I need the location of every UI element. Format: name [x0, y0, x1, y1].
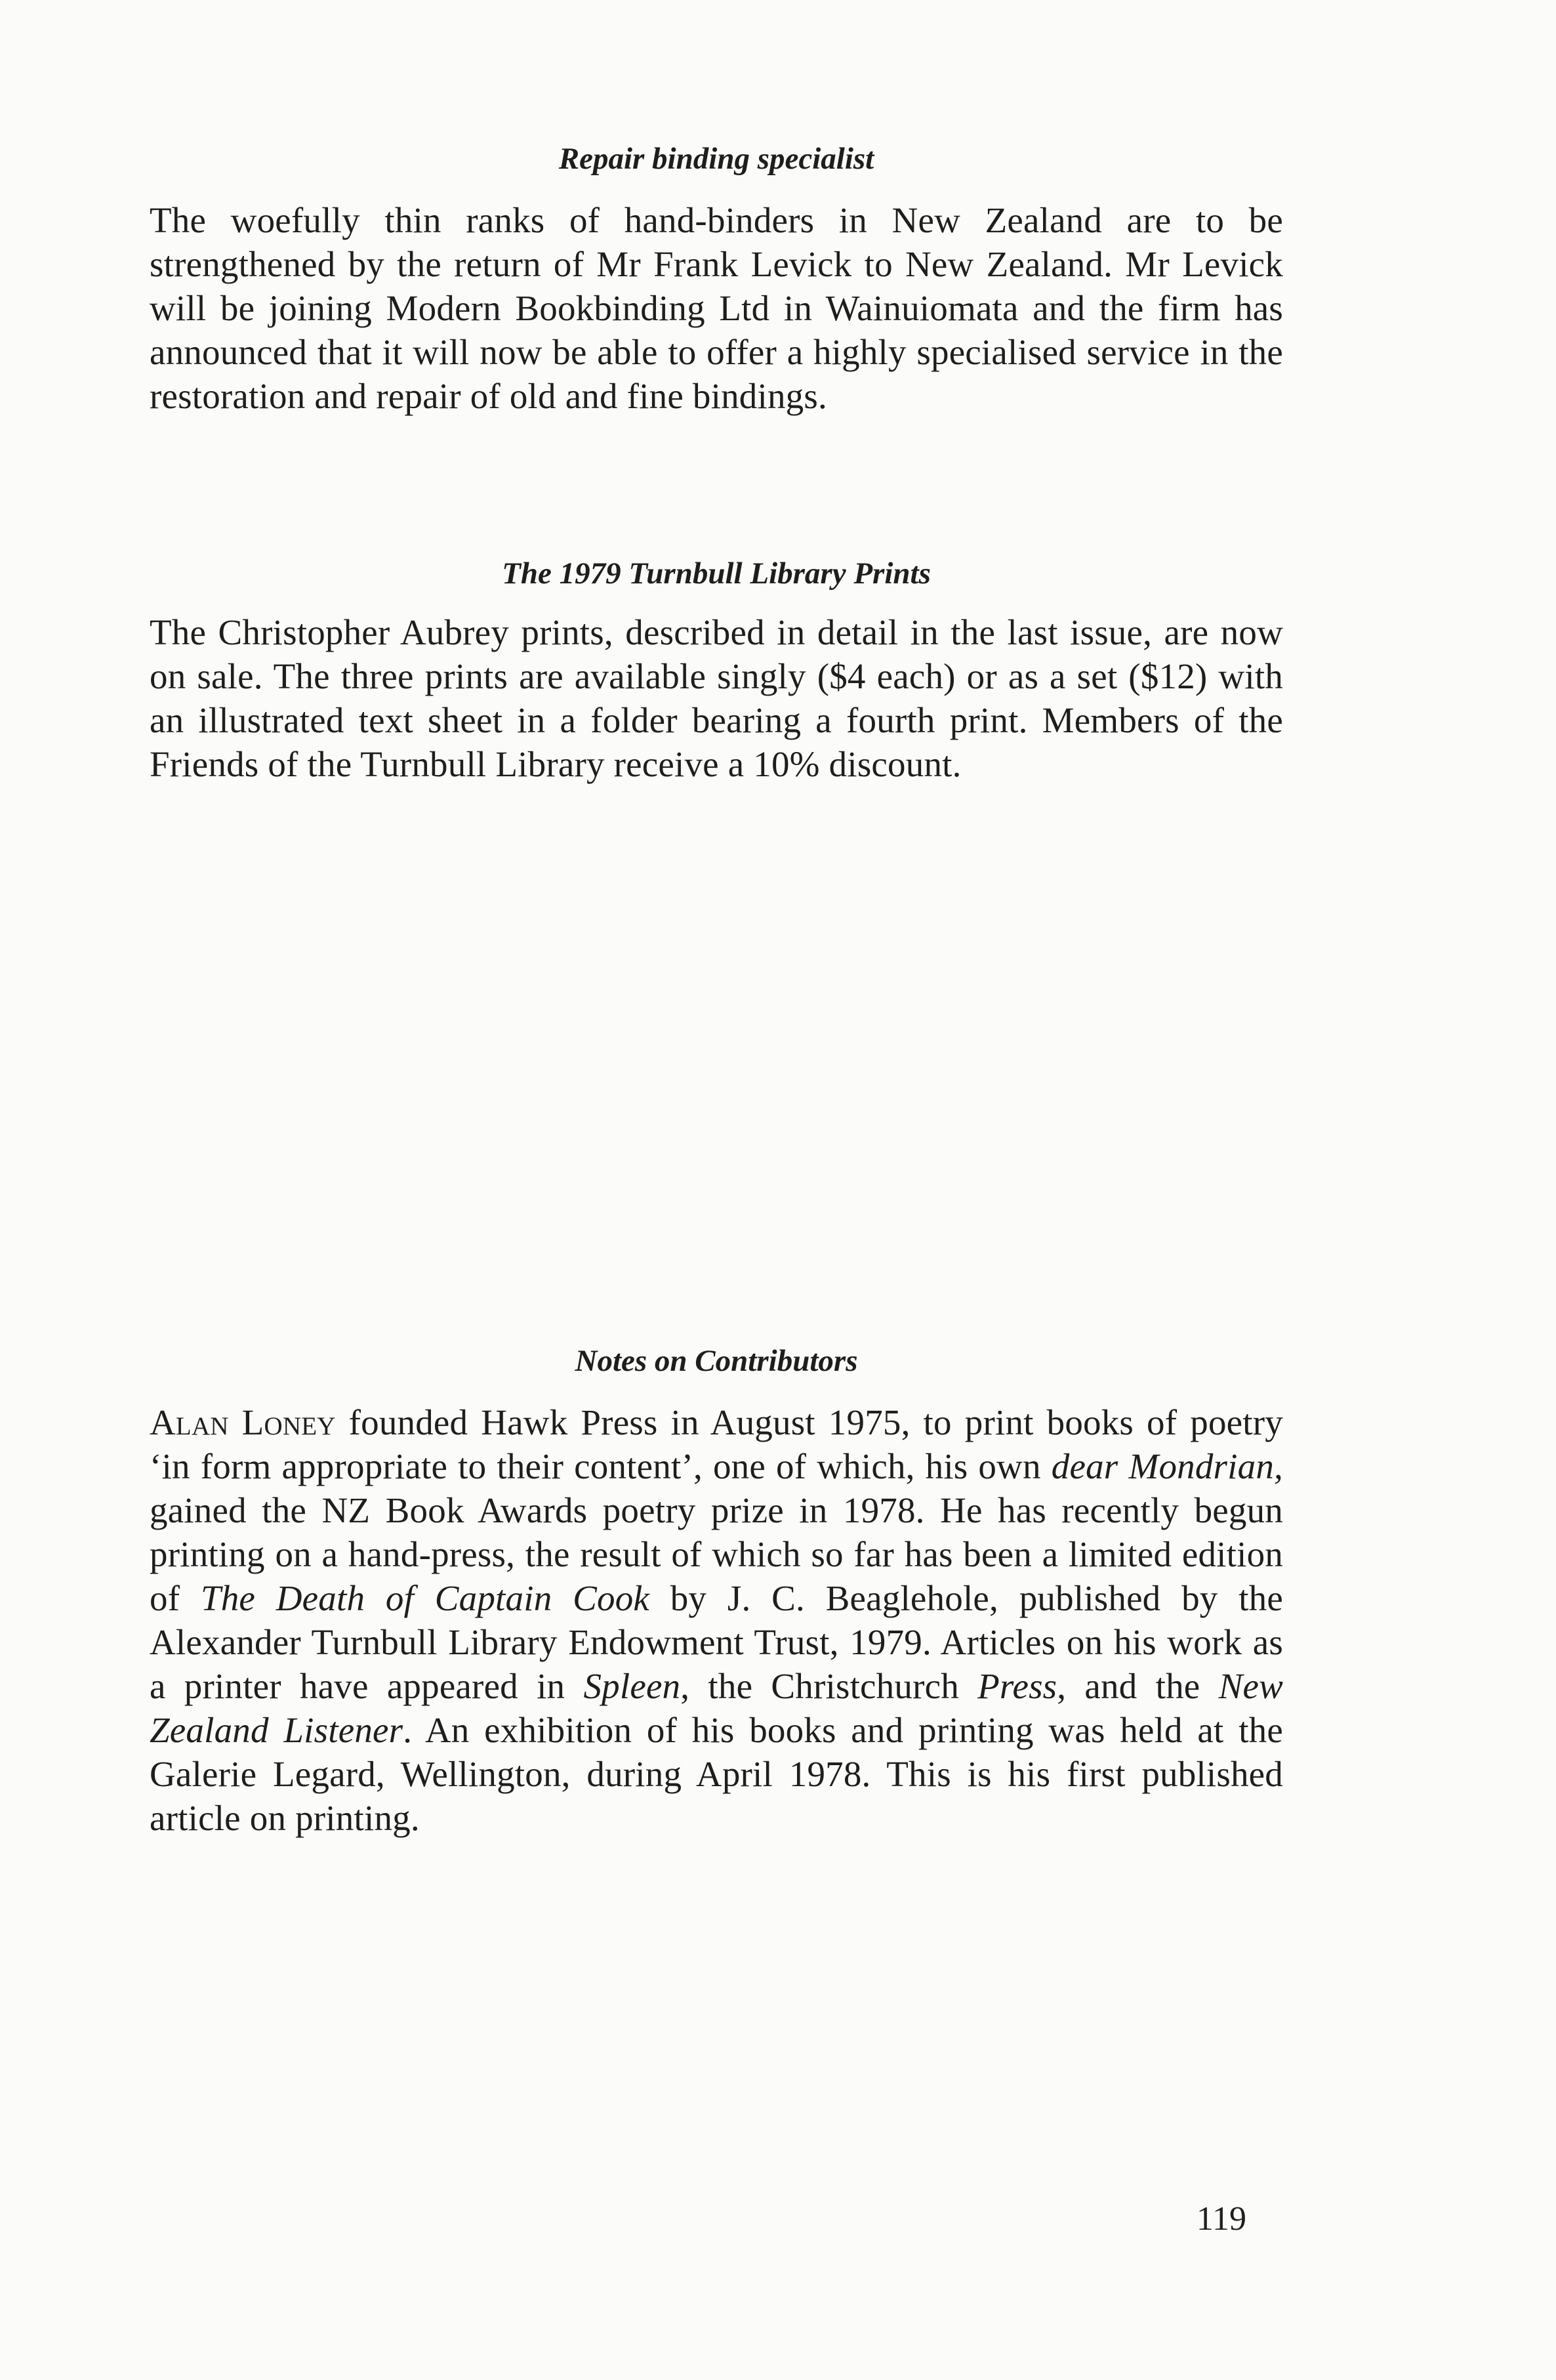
- contributor-text: . An exhibition of his books and printing was held at the Galerie Legard, Wellington, during April 1978. This is his first published article on printing.: [150, 1710, 1283, 1838]
- contributor-text: , and the: [1057, 1666, 1219, 1706]
- book-title-dear-mondrian: dear Mondrian,: [1051, 1446, 1283, 1486]
- book-title-death-of-captain-cook: The Death of Captain Cook: [200, 1578, 650, 1618]
- section-body-contributors: [150, 1400, 1283, 1840]
- contributor-text: founded Hawk Press in August 1975, to print books of poetry ‘in form appropriate to their content’, one of which, his own: [150, 1402, 1283, 1486]
- publication-press: Press: [977, 1666, 1057, 1706]
- contributor-text: , the Christchurch: [680, 1666, 978, 1706]
- section-body-repair-binding: The woefully thin ranks of hand-binders in New Zealand are to be strengthened by the return of Mr Frank Levick to New Zealand. Mr Levick will be joining Modern Bookbinding Ltd in Wainuiomata and the firm has announced that it will now be able to offer a highly specialised service in the restoration and repair of old and fine bindings.: [150, 200, 1283, 416]
- section-heading-turnbull-prints: The 1979 Turnbull Library Prints: [502, 556, 931, 591]
- section-body-turnbull-prints: The Christopher Aubrey prints, described in detail in the last issue, are now on sale. The three prints are available singly ($4 each) or as a set ($12) with an illustrated text sheet in a folder bearing a fourth print. Members of the Friends of the Turnbull Library receive a 10% discount.: [150, 612, 1283, 784]
- publication-nz-listener: New Zealand Listener: [150, 1666, 1284, 1750]
- contributor-name: Alan Loney: [150, 1402, 336, 1442]
- contributor-text: gained the NZ Book Awards poetry prize in 1978. He has recently begun printing on a hand-press, the result of which so far has been a limited edition of: [150, 1490, 1283, 1618]
- section-heading-repair-binding: Repair binding specialist: [558, 142, 874, 176]
- contributor-text: by J. C. Beaglehole, published by the Alexander Turnbull Library Endowment Trust, 1979. Articles on his work as a printer have appeared in: [150, 1578, 1283, 1706]
- publication-spleen: Spleen: [583, 1666, 681, 1706]
- section-heading-contributors: Notes on Contributors: [575, 1344, 858, 1378]
- page-number: 119: [1196, 2200, 1246, 2238]
